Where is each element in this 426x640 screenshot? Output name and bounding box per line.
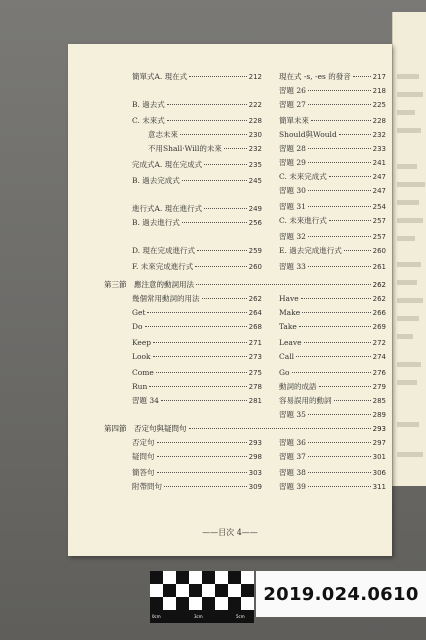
dot-leader [292, 371, 371, 373]
toc-entry [132, 438, 262, 448]
dot-leader [302, 311, 370, 313]
dot-leader [197, 249, 247, 251]
dot-leader [189, 427, 371, 429]
toc-entry-label: 習題 33 [279, 262, 306, 271]
dot-leader [157, 455, 247, 457]
toc-entry-label: 習題 31 [279, 202, 306, 211]
toc-entry [279, 482, 386, 492]
toc-entry [148, 144, 262, 154]
toc-entry [279, 322, 386, 332]
toc-entry-page: 262 [248, 295, 262, 303]
scale-label-mid: 3cm [194, 614, 203, 619]
dot-leader [156, 371, 247, 373]
toc-entry-label: 否定句 [132, 438, 155, 447]
toc-entry-label: Make [279, 308, 301, 317]
toc-entry-label: 簡答句 [132, 468, 155, 477]
dot-leader [147, 311, 246, 313]
toc-entry-page: 232 [372, 131, 386, 139]
toc-entry [132, 468, 262, 478]
toc-entry [132, 368, 262, 378]
toc-entry-label: 習題 34 [132, 396, 159, 405]
dot-leader [301, 297, 371, 299]
toc-entry-label: Go [279, 368, 290, 377]
toc-entry-page: 278 [248, 383, 262, 391]
toc-entry-label: 進行式A. 現在進行式 [132, 204, 203, 213]
toc-entry-label: 習題 26 [279, 86, 306, 95]
toc-entry-page: 293 [248, 439, 262, 447]
toc-entry-label: 習題 39 [279, 482, 306, 491]
toc-entry-label: Run [132, 382, 148, 391]
toc-entry-page: 233 [372, 145, 386, 153]
dot-leader [308, 235, 371, 237]
toc-entry-label: 習題 30 [279, 186, 306, 195]
toc-entry-page: 225 [372, 101, 386, 109]
toc-entry-page: 274 [372, 353, 386, 361]
dot-leader [339, 133, 371, 135]
toc-entry-page: 241 [372, 159, 386, 167]
dot-leader [353, 75, 371, 77]
toc-entry [132, 176, 262, 186]
toc-entry-label: B. 過去完成式 [132, 176, 180, 185]
color-scale-bar [150, 571, 256, 623]
toc-entry-label: C. 未來完成式 [279, 172, 327, 181]
dot-leader [296, 355, 371, 357]
toc-entry [279, 186, 386, 196]
dot-leader [308, 189, 371, 191]
toc-entry-label: Have [279, 294, 299, 303]
toc-entry-label: 習題 28 [279, 144, 306, 153]
page-footer: ——目次 4—— [202, 528, 258, 537]
toc-entry-page: 261 [372, 263, 386, 271]
toc-entry-label: 附帶問句 [132, 482, 162, 491]
dot-leader [157, 441, 247, 443]
toc-entry [279, 396, 386, 406]
toc-entry [279, 72, 386, 82]
toc-entry-page: 279 [372, 383, 386, 391]
toc-entry [132, 352, 262, 362]
scale-label-right: 5cm [236, 614, 245, 619]
toc-entry [132, 382, 262, 392]
dot-leader [189, 75, 246, 77]
toc-entry [148, 130, 262, 140]
toc-entry [132, 452, 262, 462]
toc-entry-label: 習題 36 [279, 438, 306, 447]
dot-leader [180, 133, 247, 135]
toc-entry-page: 212 [248, 73, 262, 81]
toc-entry-label: E. 過去完成進行式 [279, 246, 342, 255]
dot-leader [195, 265, 246, 267]
toc-entry-label: C. 未來式 [132, 116, 165, 125]
toc-entry [279, 468, 386, 478]
dot-leader [149, 385, 246, 387]
toc-entry-page: 257 [372, 233, 386, 241]
dot-leader [308, 455, 371, 457]
toc-entry-label: 完成式A. 現在完成式 [132, 160, 203, 169]
toc-entry-page: 285 [372, 397, 386, 405]
dot-leader [204, 207, 246, 209]
toc-entry-label: Keep [132, 338, 152, 347]
toc-entry [279, 262, 386, 272]
toc-entry-page: 259 [248, 247, 262, 255]
toc-entry [279, 144, 386, 154]
dot-leader [167, 119, 247, 121]
toc-entry [132, 482, 262, 492]
toc-entry-page: 264 [248, 309, 262, 317]
toc-entry [279, 294, 386, 304]
toc-entry-label: 第四節 否定句與疑問句 [104, 424, 187, 433]
dot-leader [308, 413, 371, 415]
toc-entry-page: 303 [248, 469, 262, 477]
dot-leader [196, 283, 371, 285]
toc-entry-label: 習題 29 [279, 158, 306, 167]
scale-label-left: 0cm [152, 614, 161, 619]
toc-entry-label: F. 未來完成進行式 [132, 262, 194, 271]
toc-entry [279, 86, 386, 96]
dot-leader [329, 219, 371, 221]
toc-entry [279, 452, 386, 462]
toc-entry [279, 216, 386, 226]
toc-entry-label: 動詞的成語 [279, 382, 317, 391]
dot-leader [319, 385, 371, 387]
toc-entry-label: C. 未來進行式 [279, 216, 327, 225]
toc-entry-label: B. 過去進行式 [132, 218, 180, 227]
toc-entry [279, 410, 386, 420]
toc-entry-page: 269 [372, 323, 386, 331]
toc-entry [279, 352, 386, 362]
toc-entry-label: Call [279, 352, 295, 361]
toc-entry [104, 280, 386, 290]
toc-entry-page: 218 [372, 87, 386, 95]
toc-entry [279, 246, 386, 256]
toc-entry-label: 現在式 -s, -es 的發音 [279, 72, 351, 81]
toc-entry-label: 第三節 應注意的動詞用法 [104, 280, 194, 289]
dot-leader [204, 163, 246, 165]
toc-entry-page: 272 [372, 339, 386, 347]
toc-entry-page: 249 [248, 205, 262, 213]
toc-entry-page: 254 [372, 203, 386, 211]
toc-entry [279, 382, 386, 392]
toc-entry-page: 268 [248, 323, 262, 331]
toc-entry-page: 281 [248, 397, 262, 405]
toc-entry [132, 294, 262, 304]
toc-entry [132, 338, 262, 348]
toc-entry [132, 116, 262, 126]
dot-leader [308, 205, 371, 207]
toc-entry [132, 100, 262, 110]
toc-entry [132, 262, 262, 272]
toc-entry-page: 217 [372, 73, 386, 81]
toc-entry-page: 222 [248, 101, 262, 109]
dot-leader [308, 161, 371, 163]
toc-entry-label: Come [132, 368, 154, 377]
dot-leader [308, 265, 371, 267]
dot-leader [329, 175, 371, 177]
toc-entry [279, 130, 386, 140]
toc-entry [132, 322, 262, 332]
toc-entry [279, 100, 386, 110]
dot-leader [308, 471, 371, 473]
dot-leader [182, 221, 247, 223]
toc-entry-label: 習題 38 [279, 468, 306, 477]
dot-leader [161, 399, 247, 401]
toc-entry-page: 293 [372, 425, 386, 433]
toc-entry [279, 202, 386, 212]
toc-entry-label: 意志未來 [148, 130, 178, 139]
dot-leader [308, 147, 371, 149]
toc-entry-label: 疑問句 [132, 452, 155, 461]
toc-entry-page: 262 [372, 295, 386, 303]
dot-leader [145, 325, 247, 327]
toc-entry [279, 338, 386, 348]
toc-entry-page: 260 [248, 263, 262, 271]
toc-entry [132, 204, 262, 214]
toc-entry [279, 308, 386, 318]
toc-entry-page: 275 [248, 369, 262, 377]
toc-entry-page: 301 [372, 453, 386, 461]
dot-leader [153, 341, 247, 343]
toc-entry-page: 306 [372, 469, 386, 477]
dot-leader [308, 89, 371, 91]
toc-entry-label: Look [132, 352, 151, 361]
toc-entry [279, 116, 386, 126]
dot-leader [182, 179, 247, 181]
toc-entry-label: 習題 37 [279, 452, 306, 461]
toc-entry-label: 習題 35 [279, 410, 306, 419]
toc-entry-page: 247 [372, 187, 386, 195]
toc-entry-label: 簡單式A. 現在式 [132, 72, 188, 81]
toc-entry-label: Get [132, 308, 146, 317]
toc-entry-page: 247 [372, 173, 386, 181]
toc-entry [104, 424, 386, 434]
toc-entry-label: 不用Shall‧Will的未來 [148, 144, 222, 153]
toc-entry-label: 習題 27 [279, 100, 306, 109]
toc-entry-label: 簡單未來 [279, 116, 309, 125]
toc-entry-page: 297 [372, 439, 386, 447]
toc-entry [279, 158, 386, 168]
toc-entry-page: 273 [248, 353, 262, 361]
toc-entry [132, 218, 262, 228]
dot-leader [157, 471, 247, 473]
dot-leader [299, 325, 371, 327]
dot-leader [308, 485, 371, 487]
toc-entry-page: 298 [248, 453, 262, 461]
toc-entry-page: 276 [372, 369, 386, 377]
toc-entry [279, 368, 386, 378]
toc-entry [132, 160, 262, 170]
dot-leader [202, 297, 247, 299]
toc-entry [279, 438, 386, 448]
toc-entry [132, 72, 262, 82]
toc-entry-label: Do [132, 322, 143, 331]
toc-entry-label: 幾個常用動詞的用法 [132, 294, 200, 303]
toc-entry [279, 232, 386, 242]
toc-entry-page: 257 [372, 217, 386, 225]
dot-leader [167, 103, 247, 105]
dot-leader [334, 399, 371, 401]
toc-entry-page: 228 [248, 117, 262, 125]
toc-entry-page: 311 [372, 483, 386, 491]
dot-leader [164, 485, 247, 487]
toc-entry-page: 256 [248, 219, 262, 227]
dot-leader [308, 441, 371, 443]
toc-entry-page: 260 [372, 247, 386, 255]
toc-entry [132, 396, 262, 406]
toc-entry-page: 262 [372, 281, 386, 289]
accession-number-label: 2019.024.0610 [256, 571, 426, 617]
toc-entry-page: 289 [372, 411, 386, 419]
dot-leader [304, 341, 371, 343]
toc-entry-page: 235 [248, 161, 262, 169]
toc-entry-label: 容易誤用的動詞 [279, 396, 332, 405]
toc-entry-label: Should與Would [279, 130, 337, 139]
dot-leader [311, 119, 371, 121]
toc-entry-label: Leave [279, 338, 302, 347]
toc-entry-page: 228 [372, 117, 386, 125]
toc-entry-page: 271 [248, 339, 262, 347]
dot-leader [344, 249, 371, 251]
toc-entry-page: 232 [248, 145, 262, 153]
dot-leader [224, 147, 247, 149]
toc-entry-page: 230 [248, 131, 262, 139]
dot-leader [308, 103, 371, 105]
toc-entry-label: Take [279, 322, 297, 331]
dot-leader [153, 355, 247, 357]
toc-entry-page: 266 [372, 309, 386, 317]
toc-entry-label: B. 過去式 [132, 100, 165, 109]
toc-entry-label: D. 現在完成進行式 [132, 246, 196, 255]
toc-entry [132, 246, 262, 256]
toc-entry [279, 172, 386, 182]
toc-entry-label: 習題 32 [279, 232, 306, 241]
facing-page-edge [392, 12, 426, 486]
toc-entry-page: 309 [248, 483, 262, 491]
toc-entry [132, 308, 262, 318]
toc-entry-page: 245 [248, 177, 262, 185]
